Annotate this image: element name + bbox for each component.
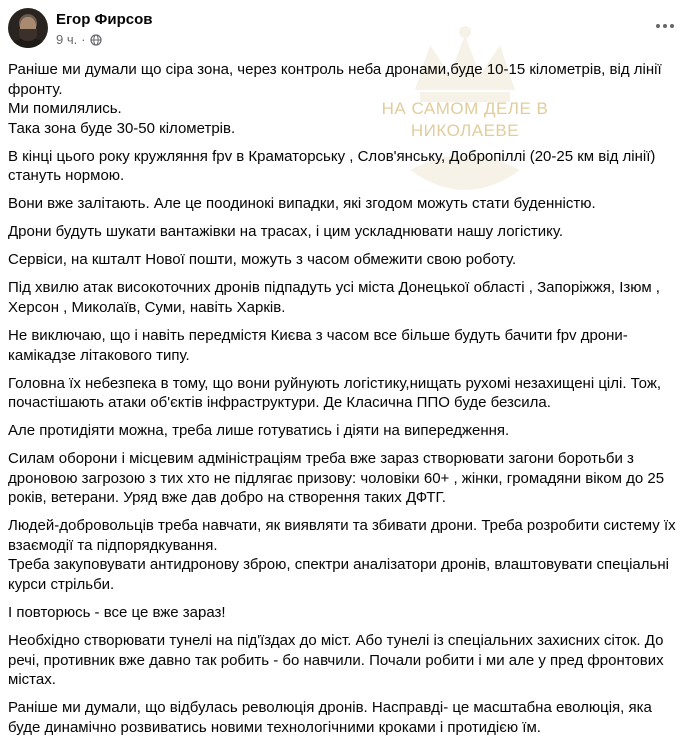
menu-dot [670,24,674,28]
post-header [8,8,683,52]
paragraph-line: Раніше ми думали, що відбулась революція дронів. Насправді- це масштабна еволюція, яка буде динамічно розвиватись новими технологічними кроками і протидією їм. [8,699,652,736]
post-body [8,60,680,746]
menu-dot [663,24,667,28]
watermark-line-1: НА САМОМ ДЕЛЕ В [381,99,549,118]
post-paragraph [8,421,680,441]
post-paragraph [8,698,680,737]
paragraph-line: Головна їх небезпека в тому, що вони руйнують логістику,нищать рухомі незахищені цілі. Тож, почастішають атаки об'єктів інфраструктури. Де Класична ППО буде безсила. [8,374,662,412]
post-paragraph [8,449,680,508]
paragraph-line: Раніше ми думали що сіра зона, через контроль неба дронами,буде 10-15 кілометрів, від лінії фронту. [8,61,662,98]
post-paragraph [8,147,680,186]
post-paragraph [8,250,680,270]
post-paragraph [8,278,680,317]
post-paragraph [8,222,680,242]
paragraph-line: В кінці цього року кружляння fpv в Краматорську , Слов'янську, Добропіллі (20-25 км від лінії) стануть нормою. [8,147,656,185]
post-paragraph [8,603,680,623]
avatar-beard [19,29,37,41]
post-paragraph [8,194,680,214]
post-paragraph [8,631,680,690]
paragraph-line: Вони вже залітають. Але це поодинокі випадки, які згодом можуть стати буденністю. [8,195,596,213]
paragraph-line: Людей-добровольців треба навчати, як виявляти та збивати дрони. Треба розробити систему їх взаємодії та підпорядкування. [8,517,676,554]
paragraph-line: І повторюсь - все це вже зараз! [8,604,226,622]
post-paragraph [8,60,680,138]
post-paragraph [8,374,680,413]
more-horizontal-icon[interactable] [651,16,679,36]
author-avatar[interactable] [8,8,48,48]
paragraph-line: Така зона буде 30-50 кілометрів. [8,119,236,137]
paragraph-line: Сервіси, на кшталт Нової пошти, можуть з часом обмежити свою роботу. [8,251,517,269]
watermark-line-2: НИКОЛАЕВЕ [410,121,520,140]
paragraph-line: Не виключаю, що і навіть передмістя Києва з часом все більше будуть бачити fpv дрони-камікадзе літакового типу. [8,327,628,364]
globe-icon[interactable] [90,34,102,46]
author-name[interactable]: Егор Фирсов [56,11,153,28]
meta-separator: · [81,32,86,47]
paragraph-line: Силам оборони і місцевим адміністраціям треба вже зараз створювати загони боротьби з дроновою загрозою з тих хто не підлягає призову: чоловіки 60+ , жінки, громадяни віком до 25 років, ветерани. Уряд вже дав добро на створення таких ДФТГ. [8,450,665,507]
menu-dot [656,24,660,28]
post-paragraph [8,516,680,594]
paragraph-line: Ми помилялись. [8,100,122,117]
post-paragraph [8,326,680,365]
paragraph-line: Необхідно створювати тунелі на під'їздах до міст. Або тунелі із спеціальних захисних сіток. До речі, противник вже давно так робить - бо навчили. Почали робити і ми але у пред фронтових містах. [8,632,664,689]
post-meta [56,32,102,47]
paragraph-line: Треба закуповувати антидронову зброю, спектри аналізатори дронів, влаштовувати спеціальні курси стрільби. [8,556,669,593]
paragraph-line: Дрони будуть шукати вантажівки на трасах, і цим ускладнювати нашу логістику. [8,223,563,241]
paragraph-line: Під хвилю атак високоточних дронів підпадуть усі міста Донецької області , Запоріжжя, Ізюм , Херсон , Миколаїв, Суми, навіть Харків. [8,279,660,316]
paragraph-line: Але протидіяти можна, треба лише готуватись і діяти на випередження. [8,422,510,440]
post-time[interactable]: 9 ч. [56,32,78,47]
